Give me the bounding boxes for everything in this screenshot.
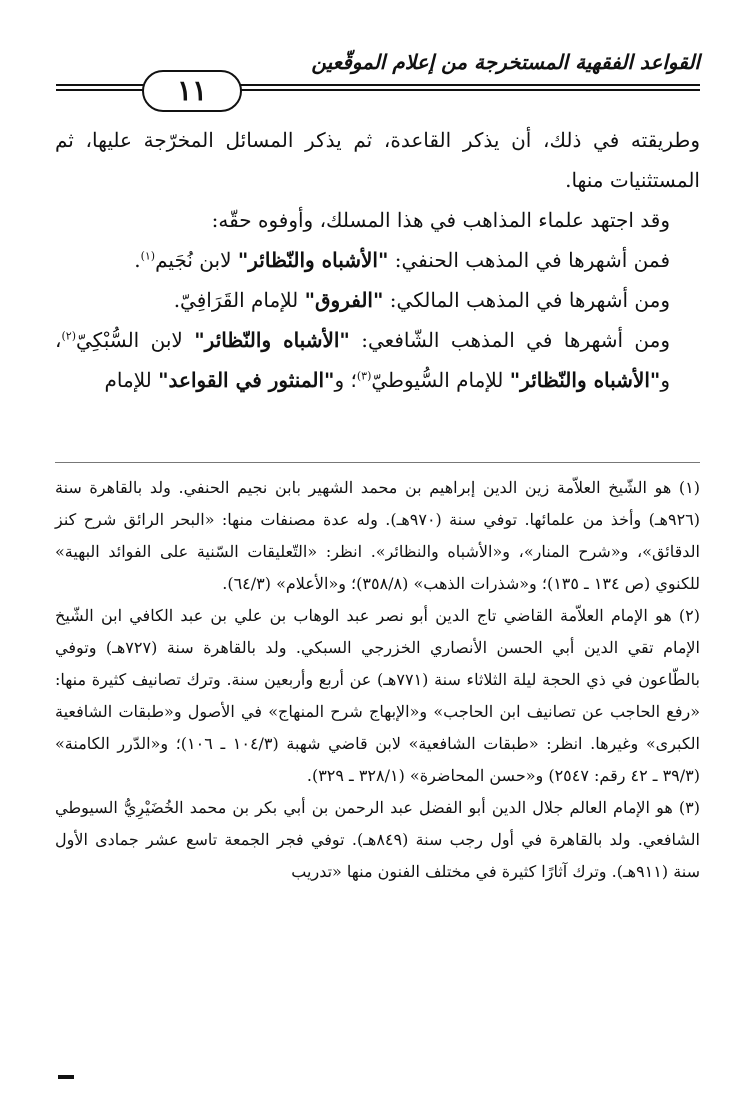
footnote-ref-1[interactable]: (١) xyxy=(140,249,156,263)
shafii-sep-2: ؛ و xyxy=(334,368,357,392)
hanafi-book-title: "الأشباه والنّظائر" xyxy=(237,248,389,272)
shafii-author-2: للإمام السُّيوطيّ xyxy=(371,368,510,392)
footnote-3: (٣) هو الإمام العالم جلال الدين أبو الفضل عبد الرحمن بن أبي بكر بن محمد الخُضَيْرِيُّ السيوطي الشافعي. ولد بالقاهرة في أول رجب سنة (٨٤٩هـ). توفي فجر الجمعة تاسع عشر جمادى الأول سنة (٩١١هـ). وترك آثارًا كثيرة في مختلف الفنون منها «تدريب xyxy=(55,798,700,881)
shafii-author-1: لابن السُّبْكِيّ xyxy=(75,328,195,352)
footnote-ref-2[interactable]: (٢) xyxy=(61,329,76,343)
paragraph-hanafi xyxy=(55,240,700,280)
footnote-separator xyxy=(55,462,700,463)
shafii-book-title-3: "المنثور في القواعد" xyxy=(158,368,335,392)
hanafi-end: . xyxy=(134,248,141,272)
shafii-book-title-1: "الأشباه والنّظائر" xyxy=(194,328,350,352)
page-number: ١١ xyxy=(176,74,208,107)
continuation-mark xyxy=(58,1075,74,1079)
shafii-end: للإمام xyxy=(104,368,159,392)
paragraph-scholars: وقد اجتهد علماء المذاهب في هذا المسلك، وأوفوه حقّه: xyxy=(211,208,670,232)
footnote-ref-3[interactable]: (٣) xyxy=(356,369,372,383)
shafii-book-title-2: "الأشباه والنّظائر" xyxy=(509,368,661,392)
paragraph-shafii xyxy=(55,320,700,400)
paragraph-method: وطريقته في ذلك، أن يذكر القاعدة، ثم يذكر المسائل المخرّجة عليها، ثم المستثنيات منها. xyxy=(55,128,700,192)
running-title: القواعد الفقهية المستخرجة من إعلام الموقّعين xyxy=(311,50,700,74)
footnotes xyxy=(55,472,700,888)
maliki-prefix: ومن أشهرها في المذهب المالكي: xyxy=(383,288,670,312)
maliki-book-title: "الفروق" xyxy=(304,288,384,312)
footnote-1: (١) هو الشّيخ العلاّمة زين الدين إبراهيم بن محمد الشهير بابن نجيم الحنفي. ولد بالقاهرة سنة (٩٢٦هـ) وأخذ من علمائها. توفي سنة (٩٧٠هـ). وله عدة مصنفات منها: «البحر الرائق شرح كنز الدقائق»، و«شرح المنار»، و«الأشباه والنظائر». انظر: «التّعليقات السّنية على الفوائد البهية» للكنوي (ص ١٣٤ ـ ١٣٥)؛ و«شذرات الذهب» (٣٥٨/٨)؛ و«الأعلام» (٦٤/٣). xyxy=(55,478,701,593)
shafii-sep-1: ، و xyxy=(55,328,670,392)
footnote-2: (٢) هو الإمام العلاّمة القاضي تاج الدين أبو نصر عبد الوهاب بن علي بن عبد الكافي ابن الشّيخ الإمام تقي الدين أبي الحسن الأنصاري الخزرجي السبكي. ولد بالقاهرة سنة (٧٢٧هـ) وتوفي بالطّاعون في ذي الحجة ليلة الثلاثاء سنة (٧٧١هـ) عن أربع وأربعين سنة. وترك تصانيف كثيرة منها: «رفع الحاجب عن تصانيف ابن الحاجب» و«الإبهاج شرح المنهاج» في الأصول و«طبقات الشافعية الكبرى» وغيرها. انظر: «طبقات الشافعية» لابن قاضي شهبة (١٠٤/٣ ـ ١٠٦)؛ و«الدّرر الكامنة» (٣٩/٣ ـ ٤٢ رقم: ٢٥٤٧) و«حسن المحاضرة» (٣٢٨/١ ـ ٣٢٩). xyxy=(55,606,701,785)
hanafi-author: لابن نُجَيم xyxy=(155,248,238,272)
page-number-badge xyxy=(142,70,242,112)
paragraph-maliki xyxy=(55,280,700,320)
hanafi-prefix: فمن أشهرها في المذهب الحنفي: xyxy=(388,248,670,272)
main-text xyxy=(55,120,700,400)
maliki-author: للإمام القَرَافِيّ. xyxy=(173,288,305,312)
shafii-prefix: ومن أشهرها في المذهب الشّافعي: xyxy=(349,328,671,352)
